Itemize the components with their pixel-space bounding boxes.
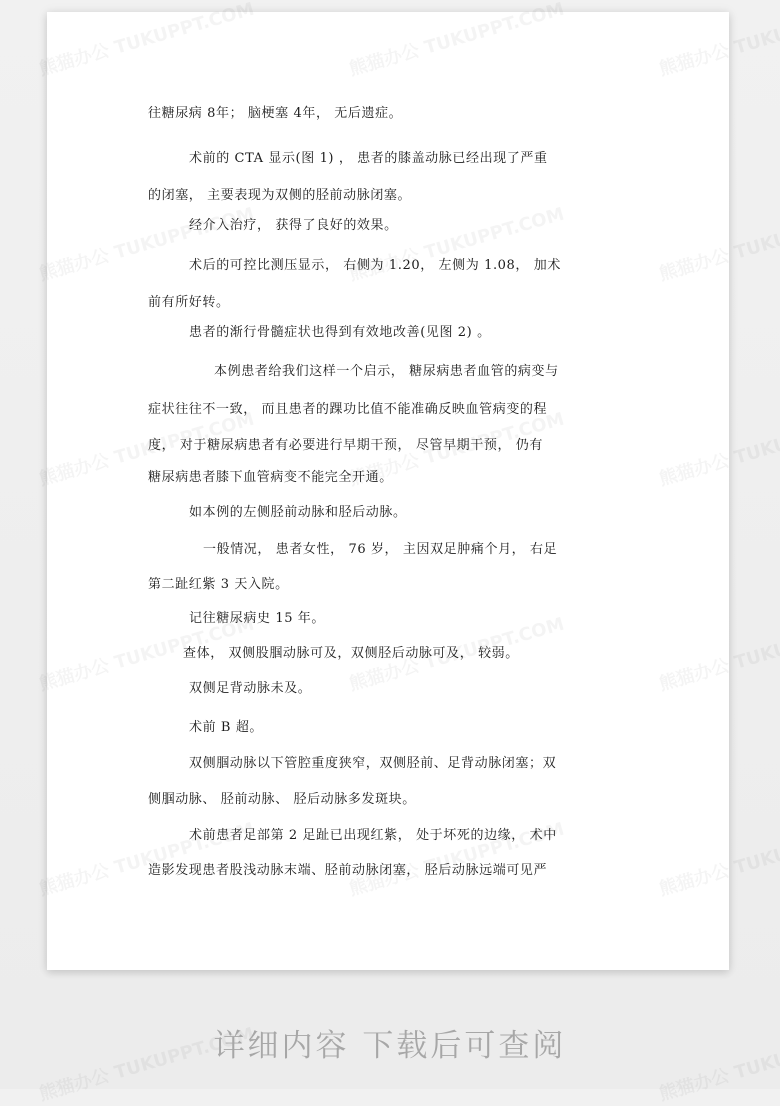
text-line: 症状往往不一致， 而且患者的踝功比值不能准确反映血管病变的程 (148, 402, 548, 417)
text-line: 双侧足背动脉未及。 (189, 681, 312, 696)
text-line: 术前的 CTA 显示(图 1) ， 患者的膝盖动脉已经出现了严重 (189, 151, 548, 166)
text-line: 造影发现患者股浅动脉末端、胫前动脉闭塞， 胫后动脉远端可见严 (148, 863, 548, 878)
text-line: 术后的可控比测压显示， 右侧为 1.20， 左侧为 1.08， 加术 (189, 258, 561, 273)
text-line: 查体， 双侧股腘动脉可及，双侧胫后动脉可及， 较弱。 (183, 646, 519, 661)
text-line: 侧腘动脉、 胫前动脉、 胫后动脉多发斑块。 (148, 792, 416, 807)
text-line: 度， 对于糖尿病患者有必要进行早期干预， 尽管早期干预， 仍有 (148, 438, 543, 453)
text-line: 术前患者足部第 2 足趾已出现红紫， 处于坏死的边缘， 术中 (189, 828, 557, 843)
text-line: 的闭塞， 主要表现为双侧的胫前动脉闭塞。 (148, 188, 412, 203)
download-hint: 详细内容 下载后可查阅 (213, 1028, 567, 1064)
text-line: 双侧腘动脉以下管腔重度狭窄，双侧胫前、足背动脉闭塞；双 (189, 756, 557, 771)
text-line: 一般情况， 患者女性， 76 岁， 主因双足肿痛个月， 右足 (203, 542, 558, 557)
text-line: 糖尿病患者膝下血管病变不能完全开通。 (148, 470, 393, 485)
text-line: 记往糖尿病史 15 年。 (189, 611, 326, 626)
text-line: 经介入治疗， 获得了良好的效果。 (189, 218, 398, 233)
text-line: 前有所好转。 (148, 295, 230, 310)
text-line: 术前 B 超。 (189, 720, 264, 735)
document-page (47, 12, 729, 970)
text-line: 患者的渐行骨髓症状也得到有效地改善(见图 2) 。 (189, 325, 491, 340)
text-line: 如本例的左侧胫前动脉和胫后动脉。 (189, 505, 407, 520)
text-line: 第二趾红紫 3 天入院。 (148, 577, 289, 592)
text-line: 本例患者给我们这样一个启示， 糖尿病患者血管的病变与 (214, 364, 559, 379)
text-line: 往糖尿病 8年； 脑梗塞 4年， 无后遗症。 (148, 106, 403, 121)
